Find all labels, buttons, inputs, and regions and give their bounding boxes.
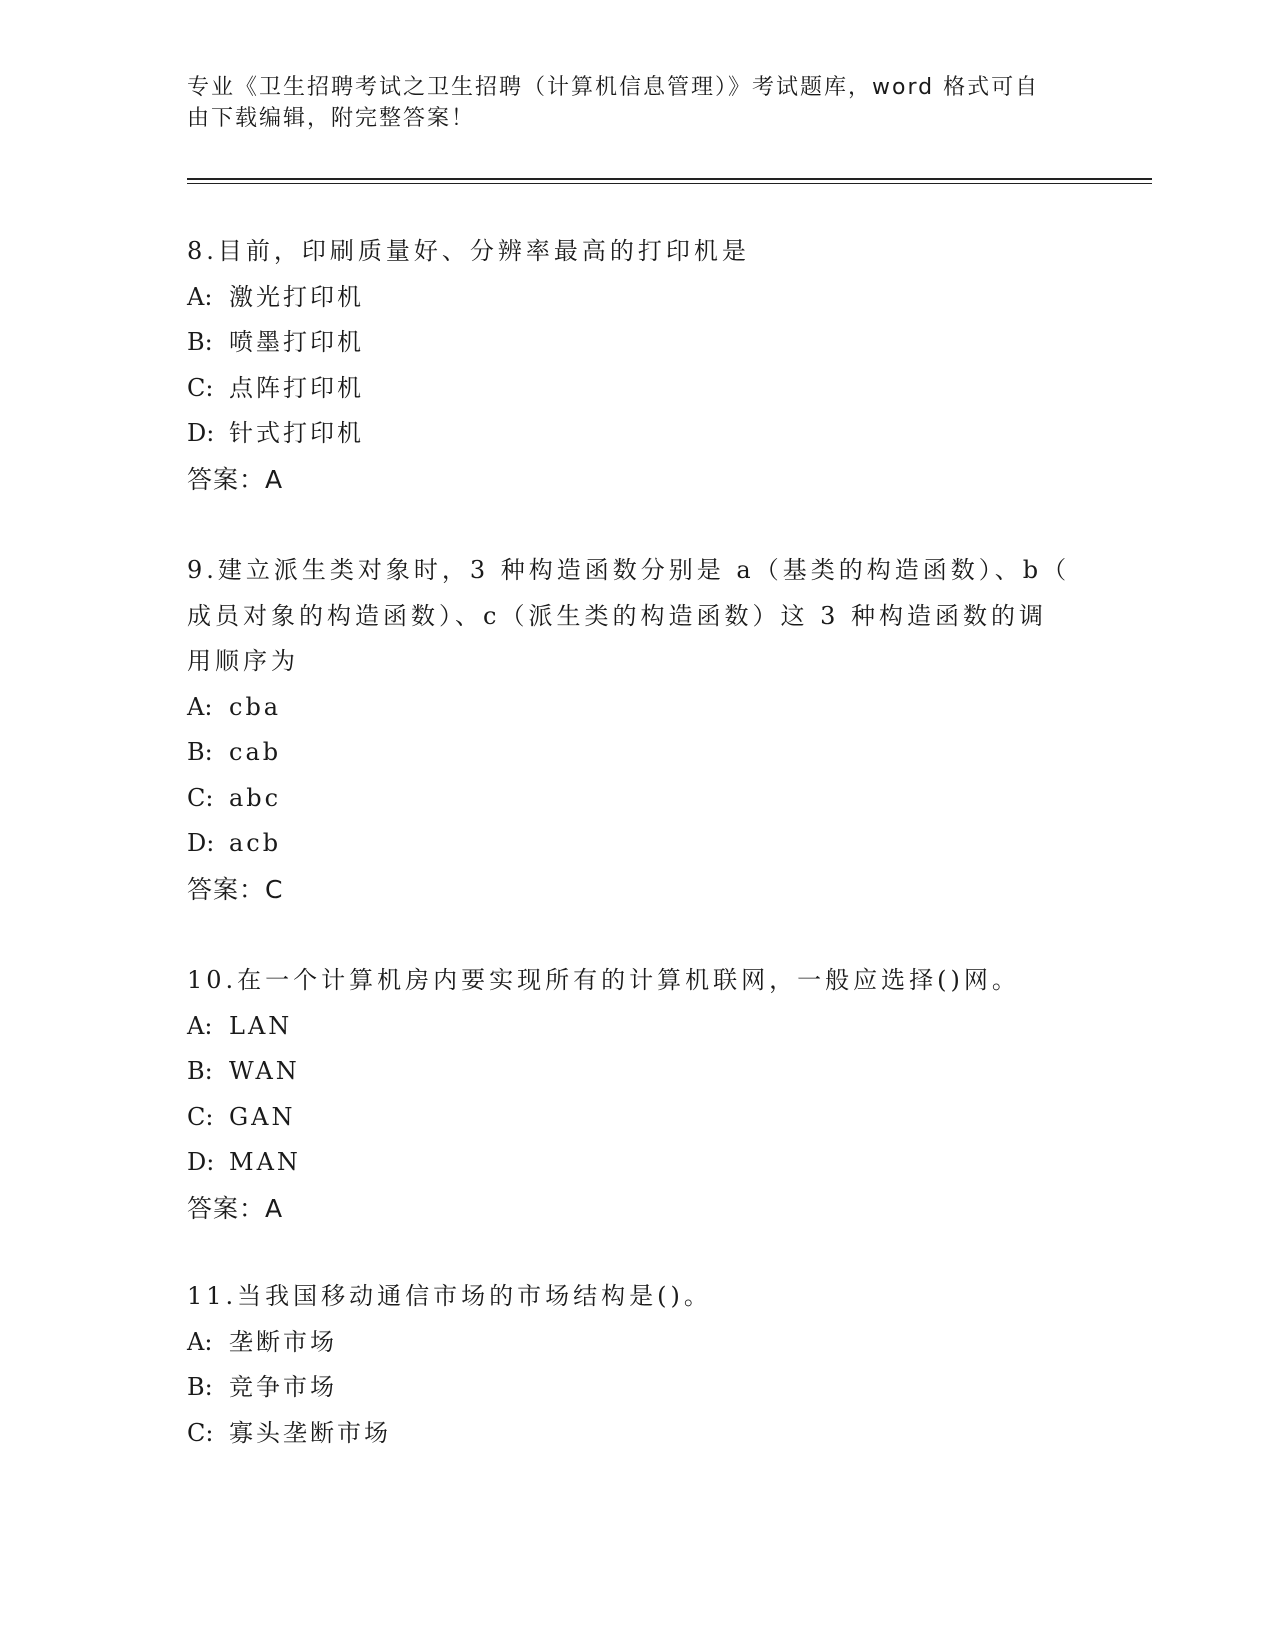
- question-text-line-3: 用顺序为: [187, 647, 299, 675]
- question-text: 10.在一个计算机房内要实现所有的计算机联网，一般应选择()网。: [187, 966, 1020, 994]
- document-header: [187, 72, 1087, 134]
- header-divider-thin: [187, 183, 1152, 184]
- option-text: GAN: [229, 1102, 296, 1131]
- question-text: 11.当我国移动通信市场的市场结构是()。: [187, 1282, 712, 1310]
- option-letter: B:: [187, 1373, 213, 1401]
- option-b: [187, 730, 1087, 776]
- option-d: [187, 821, 1087, 867]
- option-b: [187, 320, 1087, 366]
- option-c: [187, 1411, 1087, 1457]
- option-a: [187, 275, 1087, 321]
- option-text: MAN: [229, 1148, 301, 1176]
- option-letter: A:: [187, 1327, 213, 1356]
- option-a: [187, 1320, 1087, 1366]
- option-text: 寡头垄断市场: [229, 1418, 391, 1447]
- option-text: 竞争市场: [229, 1373, 337, 1401]
- answer: 答案：C: [187, 874, 284, 904]
- option-letter: C:: [187, 1102, 214, 1131]
- option-text: 针式打印机: [229, 419, 364, 447]
- option-c: [187, 1095, 1087, 1141]
- question-9: [187, 548, 1087, 912]
- option-letter: C:: [187, 783, 214, 812]
- option-b: [187, 1049, 1087, 1095]
- header-line-2: 由下载编辑，附完整答案！: [187, 106, 476, 131]
- option-text: cab: [229, 738, 282, 766]
- question-11: [187, 1274, 1087, 1456]
- option-letter: C:: [187, 1418, 214, 1447]
- answer: 答案：A: [187, 1193, 284, 1223]
- option-letter: D:: [187, 419, 215, 447]
- option-a: [187, 685, 1087, 731]
- question-text-line-2: 成员对象的构造函数）、c（派生类的构造函数）这 3 种构造函数的调: [187, 601, 1047, 630]
- option-letter: D:: [187, 1148, 215, 1176]
- option-letter: A:: [187, 282, 213, 311]
- option-text: WAN: [229, 1057, 300, 1085]
- option-letter: B:: [187, 738, 213, 766]
- question-text: 8.目前，印刷质量好、分辨率最高的打印机是: [187, 237, 750, 265]
- question-text-line-1: 9.建立派生类对象时，3 种构造函数分别是 a（基类的构造函数）、b（: [187, 556, 1071, 584]
- option-letter: D:: [187, 829, 215, 857]
- option-letter: B:: [187, 1057, 213, 1085]
- option-b: [187, 1365, 1087, 1411]
- option-d: [187, 1140, 1087, 1186]
- option-text: 垄断市场: [229, 1327, 337, 1356]
- option-text: LAN: [229, 1011, 293, 1040]
- option-letter: A:: [187, 1011, 213, 1040]
- question-8: [187, 229, 1087, 502]
- option-text: abc: [229, 783, 282, 812]
- option-text: 喷墨打印机: [229, 328, 364, 356]
- option-letter: A:: [187, 692, 213, 721]
- option-letter: B:: [187, 328, 213, 356]
- option-text: 点阵打印机: [229, 373, 364, 402]
- option-c: [187, 776, 1087, 822]
- option-a: [187, 1004, 1087, 1050]
- header-line-1: 专业《卫生招聘考试之卫生招聘（计算机信息管理）》考试题库，word 格式可自: [187, 75, 1040, 100]
- question-10: [187, 958, 1087, 1231]
- answer: 答案：A: [187, 464, 284, 494]
- header-divider-thick: [187, 178, 1152, 180]
- option-text: cba: [229, 692, 282, 721]
- option-c: [187, 366, 1087, 412]
- option-text: 激光打印机: [229, 282, 364, 311]
- option-letter: C:: [187, 373, 214, 402]
- option-d: [187, 411, 1087, 457]
- option-text: acb: [229, 829, 282, 857]
